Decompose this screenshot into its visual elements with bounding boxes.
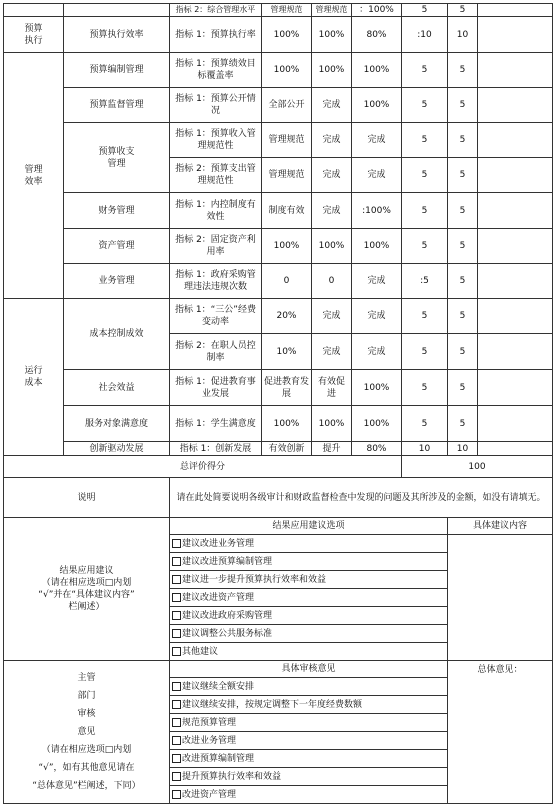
- checkbox-icon[interactable]: [172, 611, 181, 620]
- subcategory-cell: 创新驱动发展: [64, 442, 170, 456]
- weight-cell: 5: [402, 299, 448, 334]
- rate-cell: 完成: [352, 264, 402, 299]
- actual-cell: 完成: [312, 158, 352, 193]
- review-label-line: “√”，如有其他意见请在: [38, 763, 135, 773]
- table-row: [4, 229, 553, 264]
- apply-content-cell[interactable]: [448, 518, 553, 661]
- table-row: [4, 4, 553, 17]
- apply-label-line: 栏阐述）: [68, 602, 105, 612]
- rate-cell: 完成: [352, 299, 402, 334]
- subcategory-cell: 预算编制管理: [64, 53, 170, 88]
- weight-cell: 5: [402, 4, 448, 17]
- total-score-value: 100: [402, 456, 553, 478]
- subcategory-cell: 财务管理: [64, 193, 170, 229]
- checkbox-icon[interactable]: [172, 575, 181, 584]
- actual-cell: 完成: [312, 299, 352, 334]
- review-opinion-row: [4, 661, 553, 804]
- apply-option[interactable]: 建议改进资产管理: [170, 589, 447, 607]
- indicator-cell: 指标 1：内控制度有效性: [170, 193, 262, 229]
- target-cell: 管理规范: [262, 123, 312, 158]
- score-cell: 10: [448, 17, 478, 53]
- subcategory-cell: 成本控制成效: [64, 299, 170, 370]
- weight-cell: 5: [402, 88, 448, 123]
- apply-label-line: （请在相应选项□内划: [41, 578, 132, 588]
- indicator-cell: 指标 1：预算公开情况: [170, 88, 262, 123]
- rate-cell: 100%: [352, 53, 402, 88]
- review-opinion-label: [4, 661, 170, 804]
- target-cell: 管理规范: [262, 4, 312, 17]
- actual-cell: 完成: [312, 88, 352, 123]
- actual-cell: 完成: [312, 334, 352, 370]
- apply-option[interactable]: 其他建议: [170, 643, 447, 660]
- review-options-cell: [170, 661, 448, 804]
- actual-cell: 完成: [312, 123, 352, 158]
- apply-suggestion-label: [4, 518, 170, 661]
- apply-label-line: 结果应用建议: [59, 566, 114, 576]
- subcategory-cell: 预算监督管理: [64, 88, 170, 123]
- review-label-line: 意见: [77, 727, 96, 737]
- rate-cell: 100%: [352, 406, 402, 442]
- review-label-line: 审核: [77, 709, 96, 719]
- checkbox-icon[interactable]: [172, 593, 181, 602]
- indicator-cell: 指标 1：政府采购管理违法违规次数: [170, 264, 262, 299]
- subcategory-cell: 服务对象满意度: [64, 406, 170, 442]
- indicator-cell: 指标 1：预算收入管理规范性: [170, 123, 262, 158]
- weight-cell: :10: [402, 17, 448, 53]
- indicator-cell: 指标 1：预算执行率: [170, 17, 262, 53]
- apply-options-header: 结果应用建议选项: [170, 518, 447, 535]
- target-cell: 有效创新: [262, 442, 312, 456]
- review-label-line: 部门: [77, 691, 96, 701]
- indicator-cell: 指标 1：预算绩效目标覆盖率: [170, 53, 262, 88]
- target-cell: 100%: [262, 229, 312, 264]
- overall-opinion-label: 总体意见：: [477, 665, 523, 675]
- indicator-cell: 指标 2：固定资产利用率: [170, 229, 262, 264]
- weight-cell: :5: [402, 264, 448, 299]
- table-row: [4, 88, 553, 123]
- rate-cell: 完成: [352, 334, 402, 370]
- subcategory-cell: 预算执行效率: [64, 17, 170, 53]
- actual-cell: 完成: [312, 193, 352, 229]
- score-cell: 5: [448, 370, 478, 406]
- rate-cell: 100%: [352, 229, 402, 264]
- weight-cell: 10: [402, 442, 448, 456]
- score-cell: 5: [448, 88, 478, 123]
- target-cell: 100%: [262, 406, 312, 442]
- rate-cell: 80%: [352, 442, 402, 456]
- table-row: [4, 123, 553, 158]
- review-option[interactable]: 建议继续安排，按规定调整下一年度经费数额: [170, 696, 447, 714]
- weight-cell: 5: [402, 123, 448, 158]
- apply-option[interactable]: 建议调整公共服务标准: [170, 625, 447, 643]
- checkbox-icon[interactable]: [172, 700, 181, 709]
- review-label-line: 主管: [77, 673, 96, 683]
- weight-cell: 5: [402, 193, 448, 229]
- weight-cell: 5: [402, 229, 448, 264]
- table-row: [4, 299, 553, 334]
- review-label-line: （请在相应选项□内划: [41, 745, 132, 755]
- checkbox-icon[interactable]: [172, 736, 181, 745]
- note-text[interactable]: 请在此处简要说明各级审计和财政监督检查中发现的问题及其所涉及的金额，如没有请填无。: [170, 478, 553, 518]
- apply-option[interactable]: 建议改进政府采购管理: [170, 607, 447, 625]
- apply-label-line: “√”并在“具体建议内容”: [38, 590, 135, 600]
- weight-cell: 5: [402, 53, 448, 88]
- checkbox-icon[interactable]: [172, 629, 181, 638]
- table-row: [4, 406, 553, 442]
- review-options-header: 具体审核意见: [170, 661, 447, 678]
- table-row: [4, 53, 553, 88]
- rate-cell: :100%: [352, 193, 402, 229]
- rate-cell: 80%: [352, 17, 402, 53]
- score-cell: 5: [448, 334, 478, 370]
- indicator-cell: 指标 2：预算支出管理规范性: [170, 158, 262, 193]
- table-row: [4, 442, 553, 456]
- target-cell: 10%: [262, 334, 312, 370]
- overall-opinion-cell[interactable]: [448, 661, 553, 804]
- weight-cell: 5: [402, 370, 448, 406]
- target-cell: 20%: [262, 299, 312, 334]
- apply-option[interactable]: 建议改进业务管理: [170, 535, 447, 553]
- apply-option[interactable]: 建议进一步提升预算执行效率和效益: [170, 571, 447, 589]
- target-cell: 100%: [262, 53, 312, 88]
- actual-cell: 100%: [312, 406, 352, 442]
- checkbox-icon[interactable]: [172, 647, 181, 656]
- checkbox-icon[interactable]: [172, 682, 181, 691]
- review-option[interactable]: 改进业务管理: [170, 732, 447, 750]
- actual-cell: 100%: [312, 53, 352, 88]
- subcategory-cell: 社会效益: [64, 370, 170, 406]
- indicator-cell: 指标 2：在职人员控制率: [170, 334, 262, 370]
- apply-options-cell: [170, 518, 448, 661]
- review-option[interactable]: 规范预算管理: [170, 714, 447, 732]
- subcategory-cell: 资产管理: [64, 229, 170, 264]
- review-option[interactable]: 建议继续全额安排: [170, 678, 447, 696]
- note-label: 说明: [4, 478, 170, 518]
- score-cell: 5: [448, 229, 478, 264]
- checkbox-icon[interactable]: [172, 790, 181, 799]
- review-label-line: “总体意见”栏阐述，下同）: [32, 781, 141, 791]
- apply-suggestion-row: [4, 518, 553, 661]
- actual-cell: 提升: [312, 442, 352, 456]
- target-cell: 100%: [262, 17, 312, 53]
- apply-option[interactable]: 建议改进预算编制管理: [170, 553, 447, 571]
- category-cell: 运行 成本: [4, 299, 64, 456]
- target-cell: 制度有效: [262, 193, 312, 229]
- rate-cell: 完成: [352, 123, 402, 158]
- score-cell: 10: [448, 442, 478, 456]
- review-option[interactable]: 改进资产管理: [170, 786, 447, 803]
- apply-content-header: 具体建议内容: [448, 518, 552, 535]
- total-score-row: [4, 456, 553, 478]
- rate-cell: 完成: [352, 158, 402, 193]
- category-cell: 预算 执行: [4, 17, 64, 53]
- subcategory-cell: 预算收支 管理: [64, 123, 170, 193]
- actual-cell: 0: [312, 264, 352, 299]
- score-cell: 5: [448, 4, 478, 17]
- target-cell: 管理规范: [262, 158, 312, 193]
- indicator-cell: 指标 1：创新发展: [170, 442, 262, 456]
- score-cell: 5: [448, 264, 478, 299]
- score-cell: 5: [448, 299, 478, 334]
- actual-cell: 100%: [312, 229, 352, 264]
- subcategory-cell: 业务管理: [64, 264, 170, 299]
- table-row: [4, 264, 553, 299]
- checkbox-icon[interactable]: [172, 718, 181, 727]
- category-cell: 管理 效率: [4, 53, 64, 299]
- weight-cell: 5: [402, 406, 448, 442]
- actual-cell: 管理规范: [312, 4, 352, 17]
- indicator-cell: 指标 2：综合管理水平: [170, 4, 262, 17]
- checkbox-icon[interactable]: [172, 557, 181, 566]
- total-score-label: 总评价得分: [4, 456, 402, 478]
- indicator-cell: 指标 1：促进教育事业发展: [170, 370, 262, 406]
- table-row: [4, 193, 553, 229]
- rate-cell: 100%: [352, 370, 402, 406]
- weight-cell: 5: [402, 334, 448, 370]
- actual-cell: 有效促进: [312, 370, 352, 406]
- score-cell: 5: [448, 53, 478, 88]
- target-cell: 0: [262, 264, 312, 299]
- review-option[interactable]: 改进预算编制管理: [170, 750, 447, 768]
- target-cell: 促进教育发展: [262, 370, 312, 406]
- target-cell: 全部公开: [262, 88, 312, 123]
- note-row: [4, 478, 553, 518]
- rate-cell: ：100%: [352, 4, 402, 17]
- indicator-cell: 指标 1：学生满意度: [170, 406, 262, 442]
- score-cell: 5: [448, 158, 478, 193]
- table-row: [4, 17, 553, 53]
- table-row: [4, 370, 553, 406]
- checkbox-icon[interactable]: [172, 754, 181, 763]
- checkbox-icon[interactable]: [172, 539, 181, 548]
- rate-cell: 100%: [352, 88, 402, 123]
- actual-cell: 100%: [312, 17, 352, 53]
- score-cell: 5: [448, 406, 478, 442]
- indicator-cell: 指标 1：“三公”经费变动率: [170, 299, 262, 334]
- checkbox-icon[interactable]: [172, 772, 181, 781]
- performance-evaluation-table: [3, 3, 553, 804]
- weight-cell: 5: [402, 158, 448, 193]
- score-cell: 5: [448, 193, 478, 229]
- score-cell: 5: [448, 123, 478, 158]
- review-option[interactable]: 提升预算执行效率和效益: [170, 768, 447, 786]
